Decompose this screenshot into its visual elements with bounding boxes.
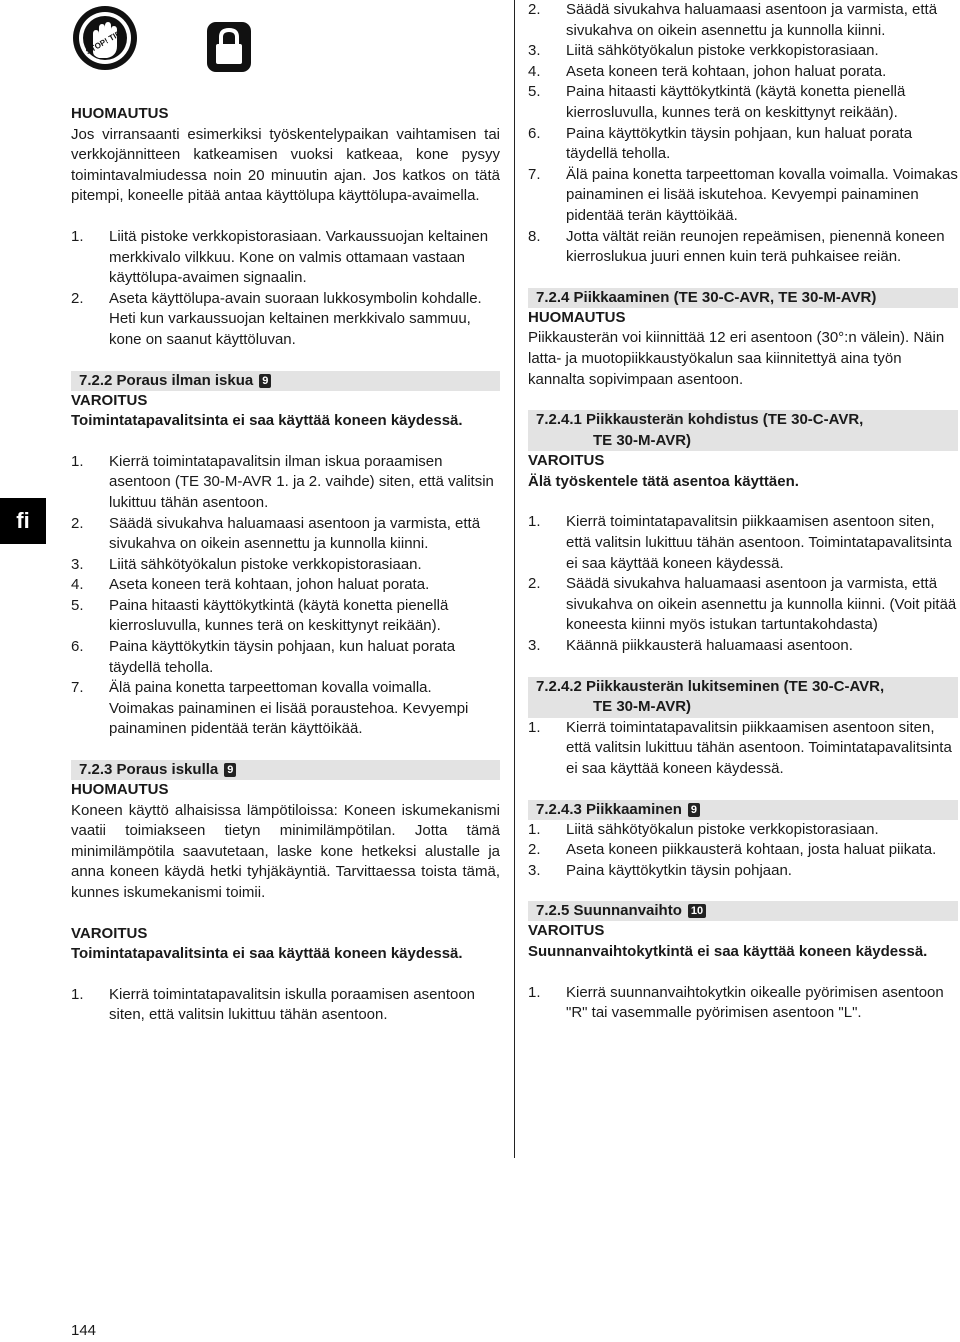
figure-ref: 9 bbox=[259, 374, 271, 388]
list-item: 3. Liitä sähkötyökalun pistoke verkkopistorasiaan. bbox=[528, 42, 879, 60]
list-item: 1. Liitä pistoke verkkopistorasiaan. Varkaussuojan keltainen merkkivalo vilkkuu. Kone on valmis ottamaan vastaan käyttölupa-avaimen signaalin. bbox=[71, 227, 489, 287]
list-item: 3. Paina käyttökytkin täysin pohjaan. bbox=[528, 861, 792, 879]
list-item: 7. Älä paina konetta tarpeettoman kovalla voimalla. Voimakas painaminen ei lisää poraustehoa. Kevyempi painaminen pidentää terän käyttöikää. bbox=[71, 679, 469, 738]
list-item: 1. Kierrä suunnanvaihtokytkin oikealle pyörimisen asentoon "R" tai vasemmalle pyörimisen asentoon "L". bbox=[528, 983, 944, 1022]
list-item: 2. Säädä sivukahva haluamaasi asentoon ja varmista, että sivukahva on oikein asennettu ja kunnolla kiinni. bbox=[71, 514, 481, 553]
left-column bbox=[71, 0, 500, 1026]
varoitus-text: Toimintatapavalitsinta ei saa käyttää koneen käydessä. bbox=[71, 945, 463, 963]
chisel-lock-steps bbox=[528, 718, 958, 780]
section-heading-7-2-3: 7.2.3 Poraus iskulla 9 bbox=[71, 760, 500, 780]
list-item: 5. Paina hitaasti käyttökytkintä (käytä konetta pienellä kierrosluvulla, kunnes terä on keskittynyt reikään). bbox=[528, 83, 906, 121]
list-item: 1. Liitä sähkötyökalun pistoke verkkopistorasiaan. bbox=[528, 820, 879, 838]
list-item: 3. Liitä sähkötyökalun pistoke verkkopistorasiaan. bbox=[71, 555, 422, 573]
varoitus-title: VAROITUS bbox=[528, 452, 605, 470]
hammer-drilling-steps bbox=[71, 985, 500, 1026]
varoitus-text: Suunnanvaihtokytkintä ei saa käyttää koneen käydessä. bbox=[528, 942, 928, 960]
varoitus-title: VAROITUS bbox=[71, 924, 148, 942]
list-item: 1. Kierrä toimintatapavalitsin ilman iskua poraamisen asentoon (TE 30-M-AVR 1. ja 2. vaihde) siten, että valitsin lukittuu tähän asentoon. bbox=[71, 452, 494, 511]
list-item: 2. Säädä sivukahva haluamaasi asentoon ja varmista, että sivukahva on oikein asennettu ja kunnolla kiinni. bbox=[528, 1, 938, 39]
section-heading-7-2-4-2: 7.2.4.2 Piikkausterän lukitseminen (TE 30-C-AVR, TE 30-M-AVR) bbox=[528, 677, 958, 718]
reverse-steps bbox=[528, 983, 958, 1024]
huomautus-title: HUOMAUTUS bbox=[71, 781, 169, 799]
varoitus-text: Toimintatapavalitsinta ei saa käyttää koneen käydessä. bbox=[71, 412, 463, 430]
drilling-steps bbox=[71, 452, 500, 740]
figure-ref: 9 bbox=[224, 763, 236, 777]
list-item: 2. Aseta käyttölupa-avain suoraan lukkosymbolin kohdalle. Heti kun varkaussuojan keltainen merkkivalo sammuu, kone on saanut käyttöluvan. bbox=[71, 289, 482, 348]
chiseling-steps bbox=[528, 820, 958, 882]
list-item: 1. Kierrä toimintatapavalitsin piikkaamisen asentoon siten, että valitsin lukittuu tähän asentoon. Toimintatapavalitsinta ei saa käyttää koneen käydessä. bbox=[528, 718, 952, 777]
figure-ref: 10 bbox=[688, 904, 706, 918]
huomautus-text: Piikkausterän voi kiinnittää 12 eri asentoon (30°:n välein). Näin latta- ja muotopiikkaustyökalun saa kiinnitettyä aina työn kannalta sopivimpaan asentoon. bbox=[528, 329, 945, 388]
language-tab: fi bbox=[0, 498, 46, 544]
chisel-position-steps bbox=[528, 512, 958, 656]
hammer-drilling-steps-cont bbox=[528, 0, 958, 268]
varoitus-title: VAROITUS bbox=[528, 922, 605, 940]
figure-ref: 9 bbox=[688, 803, 700, 817]
list-item: 1. Kierrä toimintatapavalitsin iskulla poraamisen asentoon siten, että valitsin lukittuu tähän asentoon. bbox=[71, 985, 476, 1024]
right-column bbox=[528, 0, 958, 1024]
huomautus-title: HUOMAUTUS bbox=[528, 308, 626, 326]
list-item: 4. Aseta koneen terä kohtaan, johon haluat porata. bbox=[71, 576, 430, 594]
huomautus-title: HUOMAUTUS bbox=[71, 105, 169, 122]
varoitus-text: Älä työskentele tätä asentoa käyttäen. bbox=[528, 472, 799, 490]
column-divider bbox=[514, 0, 515, 1158]
list-item: 2. Aseta koneen piikkausterä kohtaan, josta haluat piikata. bbox=[528, 841, 937, 859]
huomautus-text: Jos virransaanti esimerkiksi työskentelypaikan vaihtamisen tai verkkojännitteen katkeamisen vuoksi katkeaa, kone pysyy toimintavalmiudessa noin 20 minuutin ajan. Jos katkos on tätä pitempi, koneelle pitää antaa käyttölupa käyttölupa-avaimella. bbox=[71, 125, 500, 205]
huomautus-text: Koneen käyttö alhaisissa lämpötiloissa: Koneen iskumekanismi vaatii toimiakseen tietyn minimilämpötilan. Jotta tämä minimilämpötila saavutetaan, laske kone hetkeksi alustalle ja anna koneen käydä hetki tyhjäkäyntiä. Tarvittaessa toista tämä, kunnes iskumekanismi toimii. bbox=[71, 801, 500, 901]
list-item: 8. Jotta vältät reiän reunojen repeämisen, pienennä koneen kierroslukua juuri ennen kuin terä puhkaisee reiän. bbox=[528, 227, 945, 266]
list-item: 5. Paina hitaasti käyttökytkintä (käytä konetta pienellä kierrosluvulla, kunnes terä on keskittynyt reikään). bbox=[71, 596, 449, 635]
section-heading-7-2-2: 7.2.2 Poraus ilman iskua 9 bbox=[71, 371, 500, 391]
section-heading-7-2-5: 7.2.5 Suunnanvaihto 10 bbox=[528, 901, 958, 921]
list-item: 1. Kierrä toimintatapavalitsin piikkaamisen asentoon siten, että valitsin lukittuu tähän asentoon. Toimintatapavalitsinta ei saa käyttää koneen käydessä. bbox=[528, 513, 952, 572]
list-item: 2. Säädä sivukahva haluamaasi asentoon ja varmista, että sivukahva on oikein asennettu ja kunnolla kiinni. (Voit pitää koneesta kiinni myös istukan tartuntakohdasta) bbox=[528, 575, 957, 634]
varoitus-title: VAROITUS bbox=[71, 391, 148, 409]
activation-steps bbox=[71, 227, 500, 351]
section-heading-7-2-4: 7.2.4 Piikkaaminen (TE 30-C-AVR, TE 30-M-AVR) bbox=[528, 288, 958, 308]
list-item: 6. Paina käyttökytkin täysin pohjaan, kun haluat porata täydellä teholla. bbox=[528, 124, 913, 163]
list-item: 7. Älä paina konetta tarpeettoman kovalla voimalla. Voimakas painaminen ei lisää iskutehoa. Kevyempi painaminen pidentää terän käyttöikää. bbox=[528, 165, 958, 224]
section-heading-7-2-4-3: 7.2.4.3 Piikkaaminen 9 bbox=[528, 800, 958, 820]
section-heading-7-2-4-1: 7.2.4.1 Piikkausterän kohdistus (TE 30-C-AVR, TE 30-M-AVR) bbox=[528, 410, 958, 451]
list-item: 6. Paina käyttökytkin täysin pohjaan, kun haluat porata täydellä teholla. bbox=[71, 638, 456, 676]
list-item: 4. Aseta koneen terä kohtaan, johon haluat porata. bbox=[528, 62, 887, 80]
page-number: 144 bbox=[71, 1322, 97, 1339]
svg-text:STOP! TIPS: STOP! TIPS bbox=[84, 26, 128, 57]
list-item: 3. Käännä piikkausterä haluamaasi asentoon. bbox=[528, 637, 853, 655]
